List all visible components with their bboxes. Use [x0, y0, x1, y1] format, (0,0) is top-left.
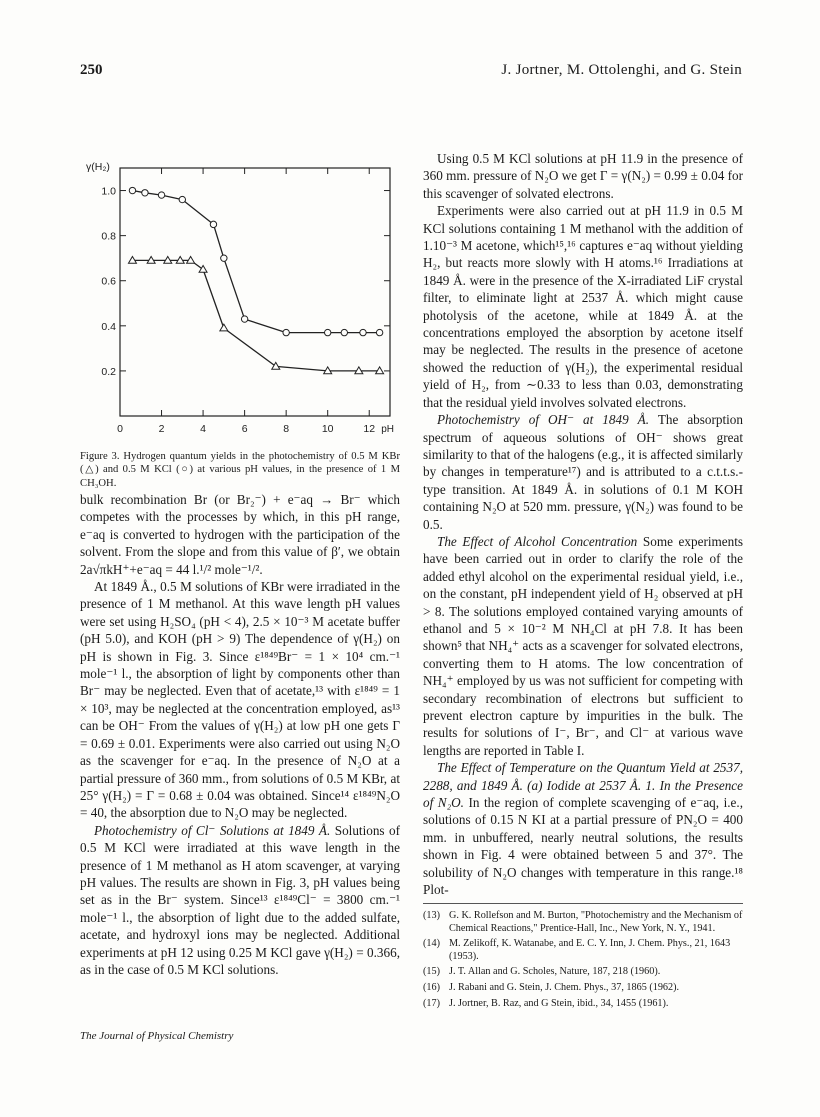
footnote: (16) J. Rabani and G. Stein, J. Chem. Phys., 37, 1865 (1962).	[423, 981, 680, 993]
footnote: (15) J. T. Allan and G. Scholes, Nature, 187, 218 (1960).	[423, 966, 661, 978]
data-point-circle	[158, 192, 164, 198]
x-tick-label: 4	[200, 423, 206, 435]
page-number: 250	[80, 62, 103, 78]
data-point-triangle	[272, 362, 280, 369]
figure-3	[80, 148, 400, 438]
data-point-circle	[210, 221, 216, 227]
footnotes	[423, 903, 743, 1013]
paragraph: At 1849 Å., 0.5 M solutions of KBr were irradiated in the presence of 1 M methanol. At this wave length pH values were set using H₂SO₄ (pH < 4), 2.5 × 10⁻³ M acetate buffer (pH 5.0), and KOH (pH > 9) The dependence of γ(H₂) on pH is shown in Fig. 3. Since ε¹⁸⁴⁹Br⁻ = 1 × 10⁴ cm.⁻¹ mole⁻¹ l., the absorption of light by components other than Br⁻ may be neglected. Even that of acetate,¹³ with ε¹⁸⁴⁹ = 1 × 10³, may be neglected at the concentration employed, as¹³ can be OH⁻ From the values of γ(H₂) at low pH one gets Γ = 0.69 ± 0.01. Experiments were also carried out using N₂O as the scavenger for e⁻aq. In the presence of N₂O at a partial pressure of 360 mm., from solutions of 0.5 M KBr, at 25° γ(H₂) = Γ = 0.68 ± 0.04 was obtained. Since¹⁴ ε¹⁸⁴⁹N₂O = 40, the absorption due to N₂O may be neglected.	[80, 579, 400, 821]
data-point-circle	[360, 329, 366, 335]
chart	[80, 148, 400, 438]
paragraph: Experiments were also carried out at pH 11.9 in 0.5 M KCl solutions containing 1 M methanol with the addition of 1.10⁻³ M acetone, which¹⁵,¹⁶ captures e⁻aq without yielding H₂, but reacts more slowly with H atoms.¹⁶ Irradiations at 1849 Å. were in the presence of the X-irradiated LiF crystal filter, to eliminate light at 2537 Å. which might cause photolysis of the acetone, while at 1849 Å. at the concentrations employed the absorption by acetone itself may be neglected. The results in the presence of acetone showed the reduction of γ(H₂), the experimental residual yield of H₂, from ∼0.33 to less than 0.03, demonstrating that the residual yield involves solvated electrons.	[423, 203, 743, 410]
section-title: The Effect of Alcohol Concentration	[437, 533, 638, 549]
y-tick-label: 0.2	[101, 365, 116, 378]
x-tick-label: 12	[363, 423, 376, 435]
x-tick-label: 6	[241, 423, 248, 435]
data-point-circle	[324, 329, 330, 335]
series-line	[133, 260, 380, 371]
data-point-triangle	[220, 324, 228, 331]
left-column	[80, 491, 400, 978]
running-head: J. Jortner, M. Ottolenghi, and G. Stein	[501, 62, 742, 78]
y-tick-label: 1.0	[101, 185, 116, 198]
page-header	[80, 62, 742, 86]
footnote: (14) M. Zelikoff, K. Watanabe, and E. C. Y. Inn, J. Chem. Phys., 21, 1643 (1953).	[423, 938, 731, 962]
paragraph	[80, 822, 400, 979]
data-point-circle	[142, 190, 148, 196]
y-tick-label: 0.6	[101, 275, 116, 288]
data-point-circle	[376, 329, 382, 335]
paragraph-text: In the region of complete scavenging of e⁻aq, i.e., solutions of 0.15 N KI at a partial pressure of PN₂O = 400 mm. in unbuffered, nearly neutral solutions, the results shown in Fig. 4 were obtained between 5 and 37°. The solubility of N₂O changes with temperature in this range.¹⁸ Plot-	[423, 795, 743, 898]
x-tick-label: 8	[283, 423, 290, 435]
data-point-circle	[341, 329, 347, 335]
x-tick-label: 0	[117, 423, 123, 435]
data-point-circle	[129, 187, 135, 193]
y-tick-label: 0.4	[101, 320, 116, 333]
paragraph-text: Solutions of 0.5 M KCl were irradiated at this wave length in the presence of 1 M methanol as H atom scavenger, at varying pH values. The results are shown in Fig. 3, pH values being set as in the Br⁻ system. Since¹³ ε¹⁸⁴⁹Cl⁻ = 3800 cm.⁻¹ mole⁻¹ l., the absorption of light due to the added sulfate, acetate, and hydroxyl ions may be neglected. Additional experiments at pH 12 using 0.25 M KCl gave γ(H₂) = 0.366, as in the case of 0.5 M KCl solutions.	[80, 822, 401, 977]
paragraph: bulk recombination Br (or Br₂⁻) + e⁻aq → Br⁻ which competes with the processes by which, in this pH range, e⁻aq is converted to hydrogen with the participation of the solvent. From the slope and from this value of β′, we obtain 2a√πkH⁺+e⁻aq = 44 l.¹/² mole⁻¹/².	[80, 492, 400, 577]
figure-caption: Figure 3. Hydrogen quantum yields in the photochemistry of 0.5 M KBr (△) and 0.5 M KCl (○) at various pH values, in the presence of 1 M CH₃OH.	[80, 451, 400, 489]
plot-frame	[120, 168, 390, 416]
section-title: Photochemistry of OH⁻ at 1849 Å.	[437, 412, 650, 428]
x-axis-unit: pH	[381, 424, 395, 435]
paragraph-text: The absorption spectrum of aqueous solutions of OH⁻ shows great similarity to that of the halogens (e.g., it is affected similarly by changes in temperature¹⁷) and is attributed to a c.t.t.s.-type transition. At 1849 Å. in solutions of 0.1 M KOH containing N₂O at 520 mm. pressure, γ(N₂) was found to be 0.5.	[423, 412, 743, 532]
x-tick-label: 10	[321, 423, 334, 435]
paragraph	[423, 759, 743, 898]
footnote: (17) J. Jortner, B. Raz, and G Stein, ibid., 34, 1455 (1961).	[423, 997, 669, 1009]
section-title: The Effect of Temperature on the Quantum Yield at 2537, 2288, and 1849 Å. (a) Iodide at 2537 Å. 1. In the Presence of N₂O.	[423, 760, 743, 811]
x-tick-label: 2	[158, 423, 165, 435]
data-point-circle	[283, 329, 289, 335]
y-tick-label: 0.8	[101, 230, 116, 243]
data-point-triangle	[199, 265, 207, 272]
footnote: (13) G. K. Rollefson and M. Burton, "Photochemistry and the Mechanism of Chemical Reactions," Prentice-Hall, Inc., New York, N. Y., 1941.	[423, 910, 743, 934]
paragraph-text: Some experiments have been carried out in order to clarify the role of the added ethyl alcohol on the experimental residual yield, i.e., on the constant, pH independent yield of H₂ observed at pH > 8. The solutions employed contained varying amounts of ethanol and 5 × 10⁻² M NH₄Cl at pH 7.8. It has been shown⁵ that NH₄⁺ acts as a scavenger for solvated electrons, converting them to H atoms. The low concentration of NH₄⁺ employed by us was not sufficient for competing with secondary recombination of electrons but sufficient to prevent electron capture by impurities in the bulk. The results for solutions of I⁻, Br⁻, and Cl⁻ at various wave lengths are reported in Table I.	[423, 533, 744, 758]
data-point-circle	[221, 255, 227, 261]
paragraph	[423, 411, 743, 533]
y-axis-label: γ(H₂)	[86, 161, 110, 173]
data-point-circle	[241, 316, 247, 322]
paragraph: Using 0.5 M KCl solutions at pH 11.9 in the presence of 360 mm. pressure of N₂O we get Γ = γ(N₂) = 0.99 ± 0.04 for this scavenger of solvated electrons.	[423, 151, 743, 201]
right-column	[423, 150, 743, 898]
data-point-circle	[179, 196, 185, 202]
paragraph	[423, 533, 743, 759]
journal-footer: The Journal of Physical Chemistry	[80, 1030, 234, 1042]
section-title: Photochemistry of Cl⁻ Solutions at 1849 Å.	[94, 822, 331, 838]
